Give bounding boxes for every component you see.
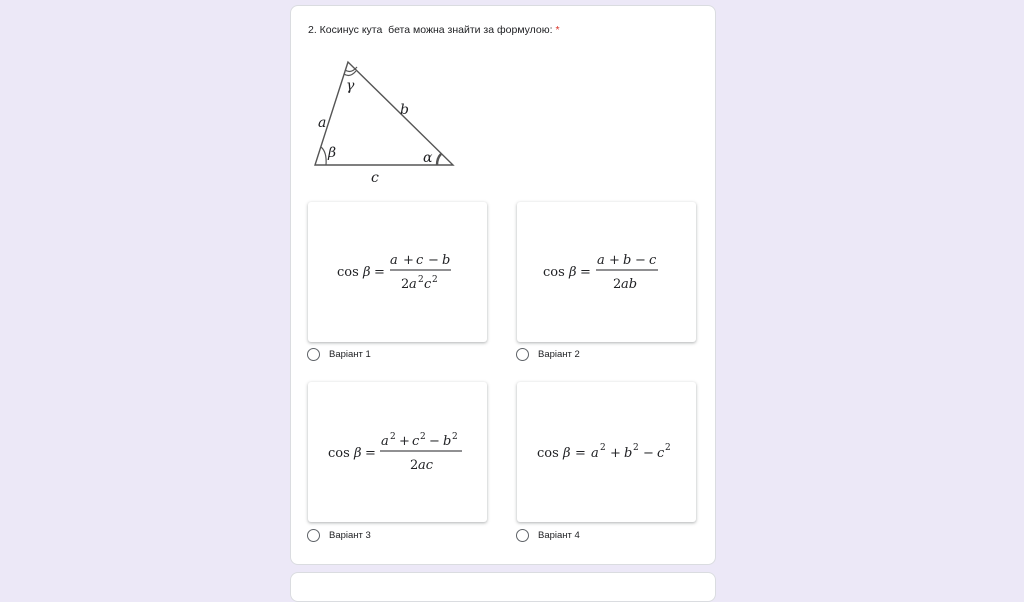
svg-text:a: a [597, 253, 605, 268]
angle-alpha-label: α [423, 150, 433, 166]
option-3-formula [308, 382, 487, 522]
svg-text:b: b [624, 446, 633, 461]
svg-text:2: 2 [613, 277, 622, 292]
svg-text:2: 2 [432, 275, 438, 285]
svg-text:c: c [412, 434, 420, 449]
svg-text:c: c [649, 253, 657, 268]
question-title [308, 24, 560, 36]
option-2-radio[interactable] [516, 348, 529, 361]
svg-text:ac: ac [418, 458, 434, 473]
required-asterisk: * [555, 24, 560, 36]
svg-text:2: 2 [420, 432, 426, 442]
triangle-figure [305, 54, 461, 189]
svg-text:2: 2 [633, 443, 639, 453]
svg-text:=: = [365, 446, 376, 461]
question-card [290, 5, 716, 565]
option-4-image[interactable] [517, 382, 696, 522]
option-3-row[interactable] [307, 529, 371, 542]
option-1-label[interactable]: Варіант 1 [329, 349, 371, 360]
option-4-formula [517, 382, 696, 522]
svg-text:ab: ab [621, 277, 638, 292]
question-text: 2. Косинус кута бета можна знайти за формулою: [308, 24, 553, 36]
option-4-label[interactable]: Варіант 4 [538, 530, 580, 541]
svg-text:2: 2 [418, 275, 424, 285]
svg-text:−: − [428, 253, 439, 268]
option-2-label[interactable]: Варіант 2 [538, 349, 580, 360]
svg-text:2: 2 [401, 277, 410, 292]
svg-text:a: a [381, 434, 389, 449]
svg-text:cos: cos [337, 265, 359, 280]
option-2-image[interactable] [517, 202, 696, 342]
svg-text:−: − [643, 446, 654, 461]
svg-text:2: 2 [452, 432, 458, 442]
side-b-label: b [400, 102, 409, 118]
side-c-label: c [371, 170, 379, 186]
side-a-label: a [318, 115, 327, 131]
svg-text:c: c [657, 446, 665, 461]
svg-text:c: c [424, 277, 432, 292]
svg-text:+: + [403, 253, 414, 268]
svg-text:a: a [390, 253, 398, 268]
next-question-card [290, 572, 716, 602]
svg-text:β: β [563, 446, 571, 461]
svg-text:β: β [363, 265, 371, 280]
svg-text:−: − [635, 253, 646, 268]
svg-text:b: b [443, 434, 452, 449]
svg-text:b: b [623, 253, 632, 268]
svg-text:+: + [609, 253, 620, 268]
svg-text:a: a [409, 277, 417, 292]
option-2-row[interactable] [516, 348, 580, 361]
option-1-image[interactable] [308, 202, 487, 342]
svg-text:a: a [591, 446, 599, 461]
svg-text:cos: cos [543, 265, 565, 280]
option-3-image[interactable] [308, 382, 487, 522]
option-1-formula [308, 202, 487, 342]
option-4-radio[interactable] [516, 529, 529, 542]
svg-text:2: 2 [600, 443, 606, 453]
svg-text:c: c [416, 253, 424, 268]
angle-beta-label: β [328, 145, 337, 161]
svg-text:2: 2 [665, 443, 671, 453]
svg-text:β: β [569, 265, 577, 280]
svg-text:=: = [575, 446, 586, 461]
option-3-radio[interactable] [307, 529, 320, 542]
svg-text:=: = [580, 265, 591, 280]
option-4-row[interactable] [516, 529, 580, 542]
svg-text:+: + [399, 434, 410, 449]
svg-text:b: b [442, 253, 451, 268]
option-1-radio[interactable] [307, 348, 320, 361]
svg-text:=: = [374, 265, 385, 280]
svg-text:cos: cos [328, 446, 350, 461]
svg-text:cos: cos [537, 446, 559, 461]
svg-text:+: + [610, 446, 621, 461]
svg-text:2: 2 [410, 458, 419, 473]
option-3-label[interactable]: Варіант 3 [329, 530, 371, 541]
angle-gamma-label: γ [346, 78, 355, 94]
svg-text:−: − [429, 434, 440, 449]
option-2-formula [517, 202, 696, 342]
option-1-row[interactable] [307, 348, 371, 361]
svg-text:β: β [354, 446, 362, 461]
svg-text:2: 2 [390, 432, 396, 442]
